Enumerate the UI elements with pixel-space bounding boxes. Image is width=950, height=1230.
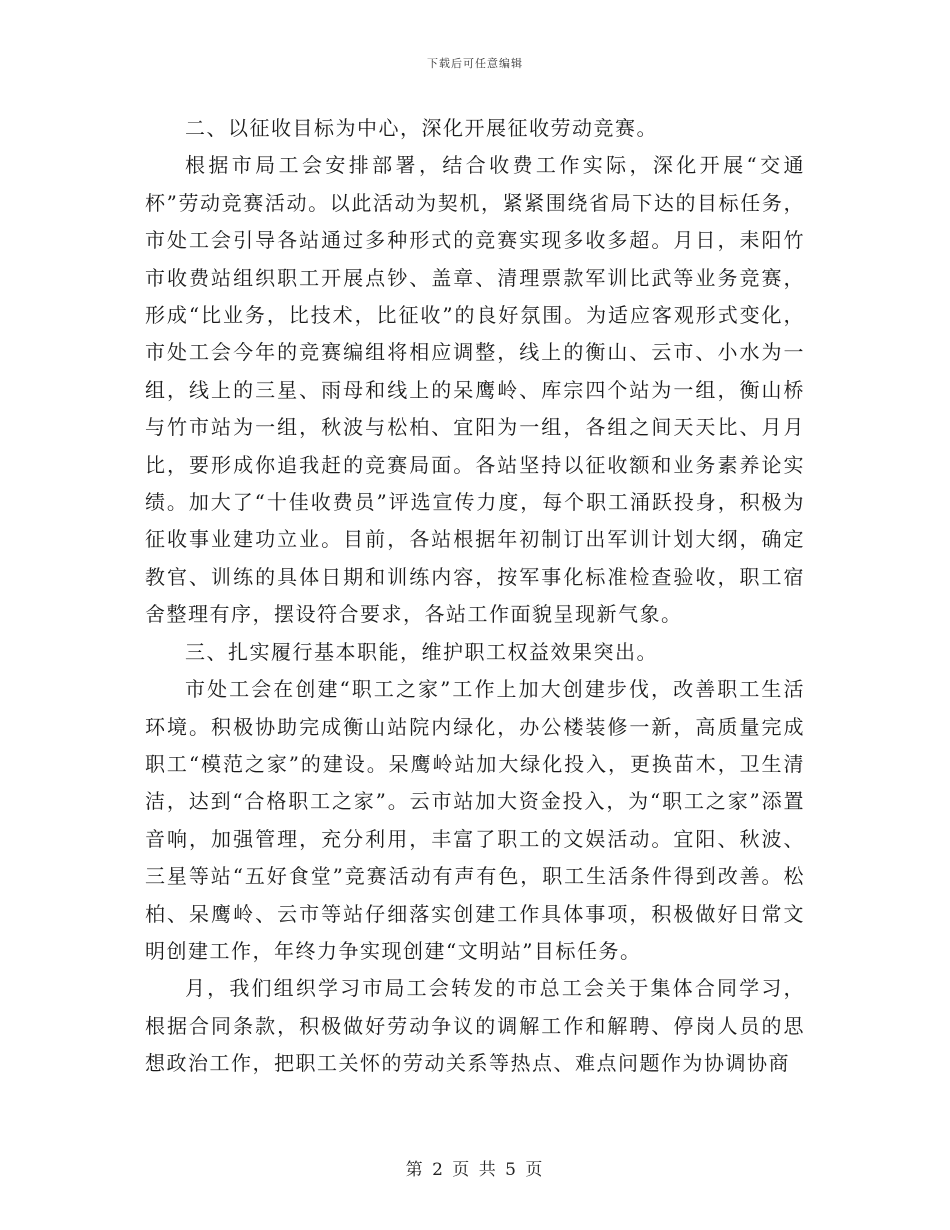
body-paragraph: 月，我们组织学习市局工会转发的市总工会关于集体合同学习，根据合同条款，积极做好劳动争议的调解工作和解聘、停岗人员的思想政治工作，把职工关怀的劳动关系等热点、难点问题作为协调协商 <box>145 976 805 1076</box>
header-note: 下载后可任意编辑 <box>427 57 523 70</box>
document-body <box>145 110 805 1083</box>
section-heading: 三、扎实履行基本职能，维护职工权益效果突出。 <box>185 639 658 664</box>
page-number: 第 2 页 共 5 页 <box>405 1160 545 1180</box>
body-paragraph: 根据市局工会安排部署，结合收费工作实际，深化开展“交通杯”劳动竞赛活动。以此活动为契机，紧紧围绕省局下达的目标任务，市处工会引导各站通过多种形式的竞赛实现多收多超。月日，耒阳竹市收费站组织职工开展点钞、盖章、清理票款军训比武等业务竞赛，形成“比业务，比技术，比征收”的良好氛围。为适应客观形式变化，市处工会今年的竞赛编组将相应调整，线上的衡山、云市、小水为一组，线上的三星、雨母和线上的呆鹰岭、库宗四个站为一组，衡山桥与竹市站为一组，秋波与松柏、宜阳为一组，各组之间天天比、月月比，要形成你追我赶的竞赛局面。各站坚持以征收额和业务素养论实绩。加大了“十佳收费员”评选宣传力度，每个职工涌跃投身，积极为征收事业建功立业。目前，各站根据年初制订出军训计划大纲，确定教官、训练的具体日期和训练内容，按军事化标准检查验收，职工宿舍整理有序，摆设符合要求，各站工作面貌呈现新气象。 <box>145 153 805 627</box>
body-paragraph: 市处工会在创建“职工之家”工作上加大创建步伐，改善职工生活环境。积极协助完成衡山站院内绿化，办公楼装修一新，高质量完成职工“模范之家”的建设。呆鹰岭站加大绿化投入，更换苗木，卫生清洁，达到“合格职工之家”。云市站加大资金投入，为“职工之家”添置音响，加强管理，充分利用，丰富了职工的文娱活动。宜阳、秋波、三星等站“五好食堂”竞赛活动有声有色，职工生活条件得到改善。松柏、呆鹰岭、云市等站仔细落实创建工作具体事项，积极做好日常文明创建工作，年终力争实现创建“文明站”目标任务。 <box>145 677 805 963</box>
section-heading: 二、以征收目标为中心，深化开展征收劳动竞赛。 <box>185 116 658 140</box>
